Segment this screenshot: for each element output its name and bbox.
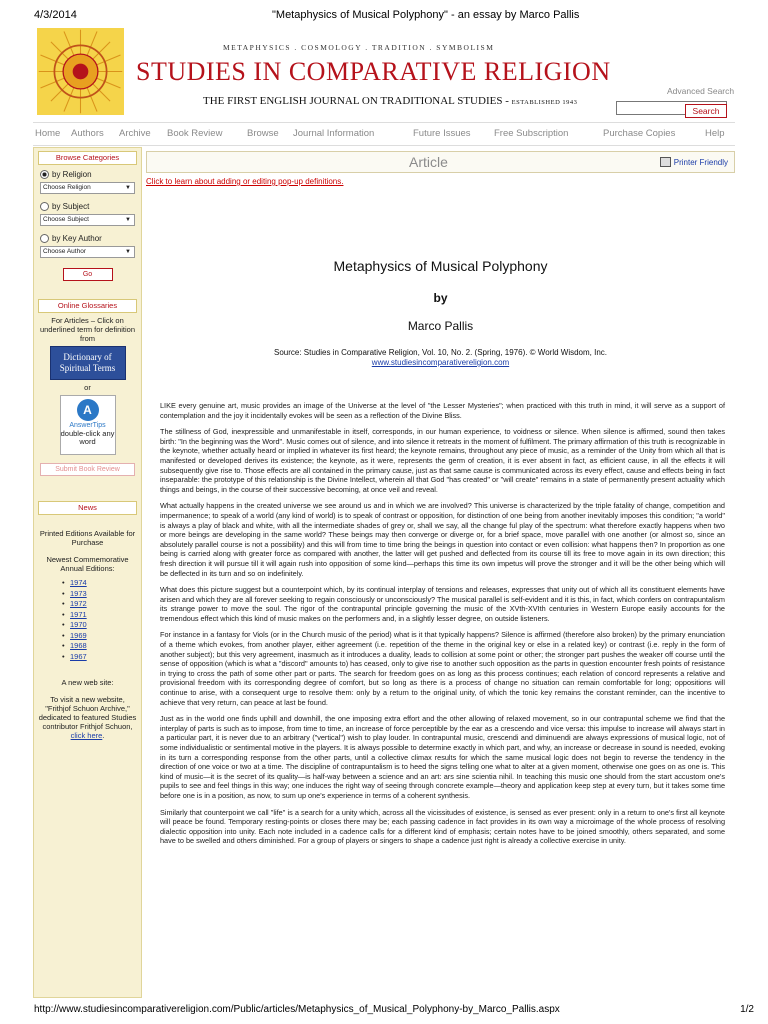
- select-value: Choose Religion: [43, 184, 91, 191]
- year-link-1967[interactable]: • 1967: [70, 652, 141, 663]
- article-body: [160, 401, 725, 853]
- news-heading: News: [38, 501, 137, 515]
- article-bar: [146, 151, 735, 173]
- new-website-heading: A new web site:: [61, 678, 114, 687]
- nav-home[interactable]: Home: [35, 128, 61, 139]
- nav-future-issues[interactable]: Future Issues: [413, 128, 471, 139]
- click-here-link[interactable]: click here: [70, 731, 103, 740]
- nav-browse[interactable]: Browse: [247, 128, 279, 139]
- main-nav: [33, 122, 735, 146]
- year-link-1974[interactable]: • 1974: [70, 578, 141, 589]
- article-site-link[interactable]: www.studiesincomparativereligion.com: [371, 358, 510, 367]
- article-title: Metaphysics of Musical Polyphony: [333, 258, 548, 274]
- radio-by-subject[interactable]: [40, 201, 135, 212]
- nav-authors[interactable]: Authors: [71, 128, 104, 139]
- nav-help[interactable]: Help: [705, 128, 725, 139]
- site-subtitle: [203, 95, 577, 107]
- edition-years-list: [70, 578, 141, 662]
- select-value: Choose Subject: [43, 216, 89, 223]
- dropdown-arrow-icon: ▼: [125, 249, 131, 255]
- select-value: Choose Author: [43, 248, 87, 255]
- printed-editions-text: Printed Editions Available for Purchase: [39, 529, 136, 547]
- site-tagline: METAPHYSICS . COSMOLOGY . TRADITION . SYMBOLISM: [223, 43, 495, 52]
- paragraph: For instance in a fantasy for Viols (or in the Church music of the period) what is it that typically happens? Silence is affirmed (therefore also broken) by the primary enunciation of a theme which evokes, from another player, either agreement (i.e. repetition of the theme in the original key or else in a related key) or contrast (i.e. reply in the form of another subject); but this very agreement, inasmuch as it introduces a duality, leads to collision at some point or other; the stronger part pushes the weaker off course until the sense of opposition (which is what a "discord" amounts to) has ceased, only to give rise to another such opposition as the parts in question encounter fresh points of resistance in trying to cross the path of some other part or parts. The search for freedom goes on as long as this process continues; each relation of concord represents a relative and provisional freedom with its corresponding degree of comfort, but so long as there is a process of change no situation can remain comfortable for long; oppositions will continue to arise, with a consequent urge to resolve them: only by a return to the original unity, of which the tonic key remains the constant reminder, can the incentive to achieve that very return, can peace at last be found.: [160, 630, 725, 707]
- period: .: [102, 731, 105, 740]
- article-content: [146, 147, 735, 998]
- advanced-search-link[interactable]: Advanced Search: [667, 86, 735, 96]
- print-header: [0, 0, 768, 26]
- year-link-1968[interactable]: • 1968: [70, 641, 141, 652]
- visit-text: To visit a new website, "Frithjof Schuon Archive," dedicated to featured Studies contributor Frithjof Schuon,: [38, 695, 137, 731]
- web-page: [33, 28, 735, 998]
- popup-definitions-link[interactable]: Click to learn about adding or editing pop-up definitions.: [146, 177, 344, 186]
- sun-logo-icon[interactable]: [37, 28, 124, 115]
- nav-journal-information[interactable]: Journal Information: [293, 128, 375, 139]
- radio-icon: [40, 202, 49, 211]
- established-year: ESTABLISHED 1943: [511, 99, 578, 106]
- site-name[interactable]: STUDIES IN COMPARATIVE RELIGION: [136, 57, 611, 86]
- submit-book-review-button[interactable]: Submit Book Review: [40, 463, 135, 476]
- printer-friendly-label: Printer Friendly: [673, 157, 728, 167]
- year-link-1972[interactable]: • 1972: [70, 599, 141, 610]
- year-link-1969[interactable]: • 1969: [70, 631, 141, 642]
- sidebar: [33, 147, 142, 998]
- go-button[interactable]: Go: [63, 268, 113, 281]
- nav-book-review[interactable]: Book Review: [167, 128, 223, 139]
- religion-select[interactable]: [40, 182, 135, 194]
- article-source: Source: Studies in Comparative Religion, Vol. 10, No. 2. (Spring, 1976). © World Wisdom, Inc.: [273, 348, 607, 357]
- paragraph: What does this picture suggest but a counterpoint which, by its continual interplay of tensions and releases, expresses that unity out of which all its constituent elements have arisen and which they are all forever seeking to regain consciously or unconsciously? The musical parallel is self-evident and it is this, in fact, which confers on contrapuntalism its strange power to move the soul. The rigor of the contrapuntal principle governing the music of the XVth-XVIth centuries in Western Europe easily accounts for the tremendous effect which this kind of music makes on the performers and, in a slightly lesser degree, on outside listeners.: [160, 585, 725, 623]
- radio-selected-icon: [40, 170, 49, 179]
- article-by: by: [433, 291, 448, 305]
- print-footer-url: http://www.studiesincomparativereligion.com/Public/articles/Metaphysics_of_Musical_Polyphony-by_Marco_Pallis.aspx: [34, 1004, 560, 1015]
- dropdown-arrow-icon: ▼: [125, 217, 131, 223]
- article-author: Marco Pallis: [407, 319, 474, 333]
- or-text: or: [84, 383, 91, 392]
- paragraph: Just as in the world one finds uphill and downhill, the one imposing extra effort and the other allowing of relaxed movement, so in our contrapuntal scheme we find that the interplay of parts is such as to impose, from time to time, an increase of force perceptible by the ear as a crescendo and vice versa: this impulse to increase will always start in a particular part, it is never due to an arbitrary ("vertical") wish to play louder. In contrapuntal music, crescendi and diminuendi are always expressions of musical logic, not of some individualistic or sentimental motive in the players. It is always possible to determine exactly in which part, and why, an increase or decrease in sound is needed, evoking in its turn a corresponding response from the other parts, until a collective climax results for which the same musical logic does not begin to reverse the tendency in the direction of one voice or two at a time. The discipline of contrapuntalism is to heed the signs telling one what to alter at a given moment, otherwise one goes on as one is. This kind of music—it is the secret of its quality—is half-way between a science and an art: ars sine scientia nihil. In teaching this music one should from the start accustom one's pupils to see and feel things in this way; one induces the right way of seeing through concrete example—theory and application keep step at every turn, but it takes some time before one is in a position, as now, to sum up one's experience in terms of a coherent synthesis.: [160, 714, 725, 800]
- author-select[interactable]: [40, 246, 135, 258]
- printer-icon: [660, 157, 671, 167]
- nav-free-subscription[interactable]: Free Subscription: [494, 128, 569, 139]
- online-glossaries-heading: Online Glossaries: [38, 299, 137, 313]
- answertips-desc: double-click any word: [60, 429, 115, 446]
- print-doc-title: "Metaphysics of Musical Polyphony" - an essay by Marco Pallis: [272, 9, 580, 21]
- article-label: Article: [409, 154, 448, 170]
- printer-friendly-link[interactable]: [660, 157, 728, 167]
- glossary-text: For Articles – Click on underlined term for definition from: [39, 316, 136, 343]
- nav-purchase-copies[interactable]: Purchase Copies: [603, 128, 676, 139]
- print-page-number: 1/2: [740, 1004, 754, 1015]
- dropdown-arrow-icon: ▼: [125, 185, 131, 191]
- paragraph: The stillness of God, inexpressible and unmanifestable in itself, corresponds, in our human experience, to voidness or silence. When silence is affirmed, sound then takes birth: "In the beginning was the Word". Music comes out of silence, and into silence it retreats in the moment of fulfilment. The primary affirmation of this truth is recognizable in the keynote, whether actually heard or implied in whatever its first heard; the keynote remains, throughout any piece of music, as a reminder of the Unity from which all that is manifested or developed derives its existence; the keynote, as it were, represents the germ of creation, it is ever absent in fact, as efficient cause, in all the effects it will subsequently give rise to. Those effects are all contained in the primary cause, just as that same cause is communicated across its every effect, cause and effects being in fact inseparable: the prototype of this relationship is the Divine Intellect, wherein all that God "has created" or "will create" remains in a state of permanently present actuality which things and beings, in the course of their successive becoming, at once veil and reveal.: [160, 427, 725, 494]
- paragraph: What actually happens in the created universe we see around us and in which we are involved? This universe is characterized by the triple fatality of change, competition and impermanence; to speak of a world (any kind of world) is to speak of contrast or opposition, for distinction of one being from another inevitably imposes this condition; "a world" is always a play of black and white, with all the intermediate shades of grey or, shall we say, all the change ful play of the spectrum: what therefore exactly happens when two or more beings are developing in the same world? These beings may then converge or diverge or, for a brief space, move parallel with one another (or almost so, since an absolutely parallel course is not a possibility) and this will from time to time bring the beings in question into contact or even collision: what happens then? In proportion as one being is carried along with greater force as compared with another, the latter will get pushed and deflected from its course till its free to move again in its own direction; this fresh direction it will pursue till it will again rush into opposition of some kind—perhaps this time its own impetus will prove the stronger and it will be the other being which will be deflected in its turn and so on indefinitely.: [160, 501, 725, 578]
- radio-by-author[interactable]: [40, 233, 135, 244]
- year-link-1970[interactable]: • 1970: [70, 620, 141, 631]
- paragraph: LIKE every genuine art, music provides an image of the Universe at the level of "the Lesser Mysteries"; when practiced with this truth in mind, it will serve as a support of contemplation and the joy it incidentally evokes will be seen as a reflection of the Divine Bliss.: [160, 401, 725, 420]
- answertips-icon: A: [77, 399, 99, 421]
- newest-editions-text: Newest Commemorative Annual Editions:: [46, 555, 129, 573]
- dictionary-spiritual-terms-link[interactable]: Dictionary of Spiritual Terms: [50, 346, 126, 380]
- subtitle-text: THE FIRST ENGLISH JOURNAL ON TRADITIONAL STUDIES -: [203, 95, 512, 107]
- year-link-1973[interactable]: • 1973: [70, 589, 141, 600]
- answertips-name: AnswerTips: [69, 422, 106, 429]
- subject-select[interactable]: [40, 214, 135, 226]
- radio-by-religion[interactable]: [40, 169, 135, 180]
- browse-categories-heading: Browse Categories: [38, 151, 137, 165]
- radio-label: by Key Author: [52, 234, 102, 243]
- paragraph: Similarly that counterpoint we call "life" is a search for a unity which, across all the vicissitudes of existence, is sensed as ever present: only in a return to one's first all keynote will peace be found. Temporary resting-points or closes there may be; each passing cadence in fact provides in its own way a microimage of the whole process of resolving dialectic opposition into unity. Each note included in a cadence calls for a different kind of emphasis; certain notes have to be joined smoothly, others separated, and some have to be swelled and others diminished. For a group of players or singers to shape a cadence just right is already a collective exercise in unity.: [160, 807, 725, 846]
- print-date: 4/3/2014: [34, 9, 77, 21]
- site-header: [33, 28, 735, 120]
- answertips-link[interactable]: [60, 395, 116, 455]
- radio-label: by Religion: [52, 170, 92, 179]
- radio-label: by Subject: [52, 202, 90, 211]
- search-button[interactable]: Search: [685, 104, 727, 118]
- radio-icon: [40, 234, 49, 243]
- year-link-1971[interactable]: • 1971: [70, 610, 141, 621]
- new-website-text: [38, 695, 137, 740]
- nav-archive[interactable]: Archive: [119, 128, 151, 139]
- print-footer: [0, 1002, 768, 1022]
